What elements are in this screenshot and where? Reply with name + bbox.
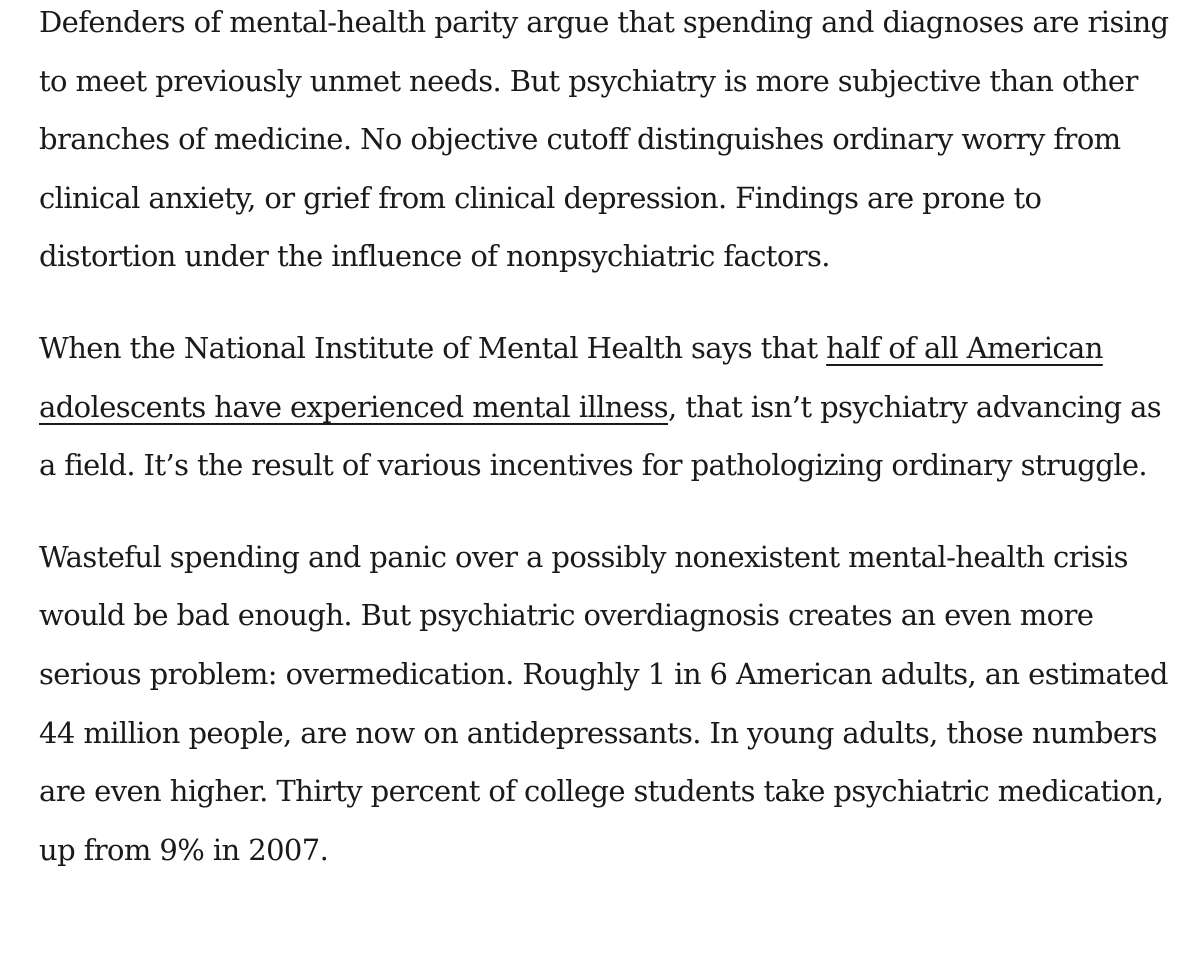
nimh-adolescents-link[interactable]: half of all American adolescents have experienced mental illness	[39, 330, 1103, 424]
paragraph-mental-health-parity: Defenders of mental-health parity argue that spending and diagnoses are rising to meet previously unmet needs. But psychiatry is more subjective than other branches of medicine. No objective cutoff distinguishes ordinary worry from clinical anxiety, or grief from clinical depression. Findings are prone to distortion under the influence of nonpsychiatric factors.	[39, 5, 1169, 274]
paragraph-overmedication: Wasteful spending and panic over a possibly nonexistent mental-health crisis would be bad enough. But psychiatric overdiagnosis creates an even more serious problem: overmedication. Roughly 1 in 6 American adults, an estimated 44 million people, are now on antidepressants. In young adults, those numbers are even higher. Thirty percent of college students take psychiatric medication, up from 9% in 2007.	[39, 539, 1168, 867]
paragraph-nimh-lead: When the National Institute of Mental Health says that	[39, 330, 827, 365]
paragraph-nimh	[39, 319, 1179, 495]
article-body	[39, 0, 1179, 879]
paragraph-nimh-tail: , that isn’t psychiatry advancing as a field. It’s the result of various incentives for pathologizing ordinary struggle.	[39, 389, 1162, 483]
